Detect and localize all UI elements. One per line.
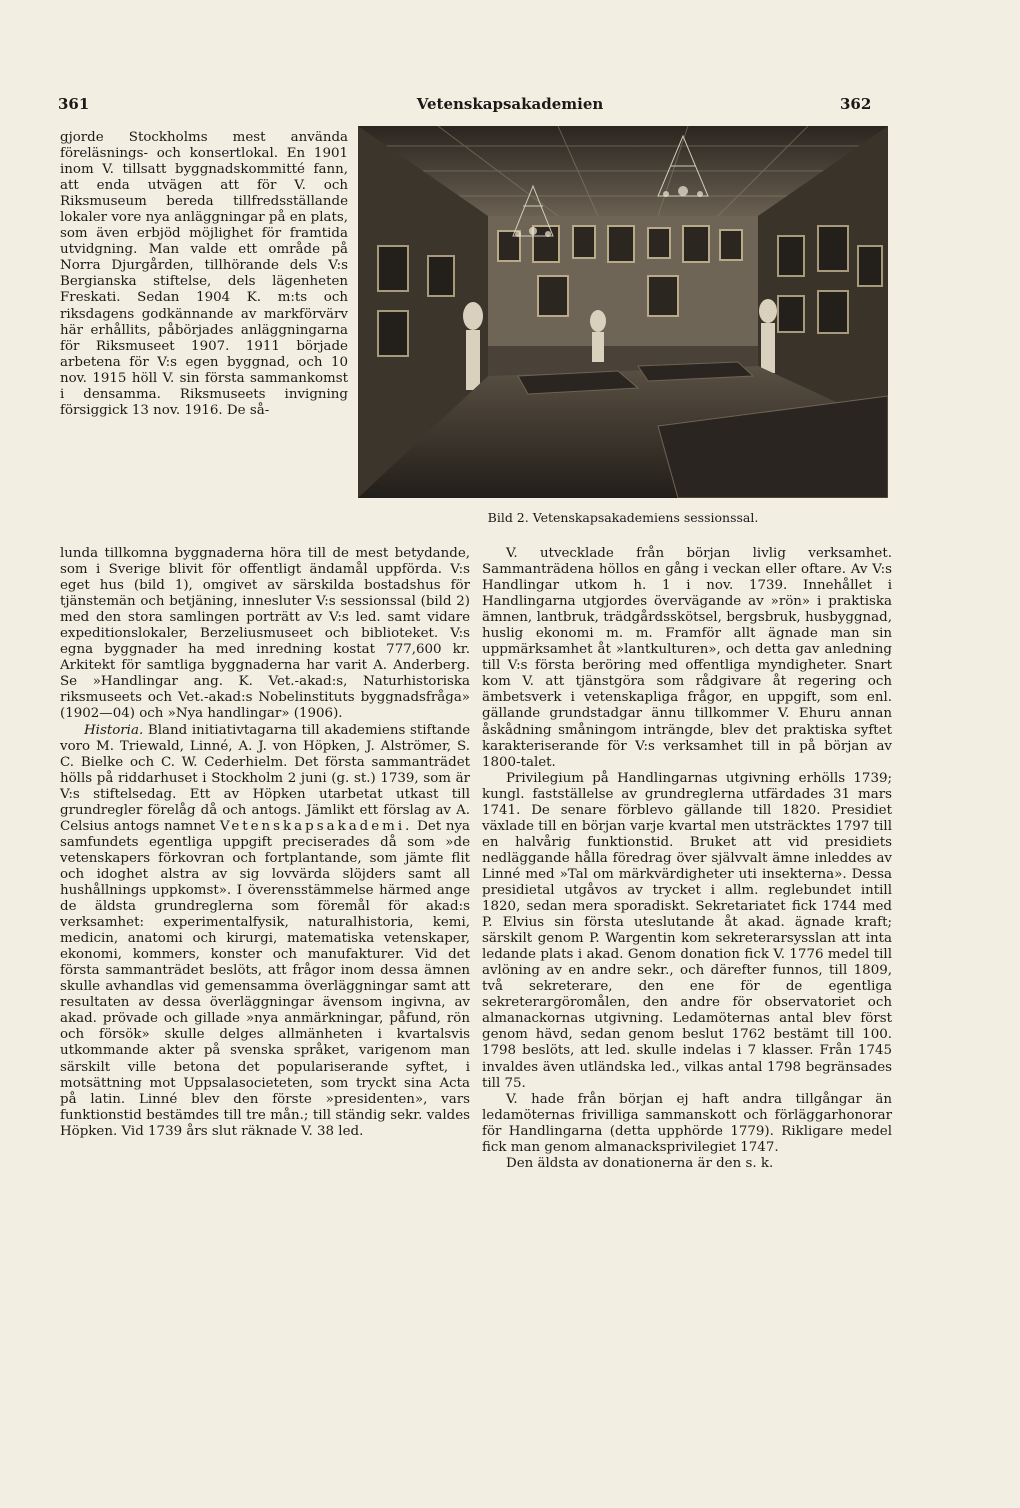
page-number-left: 361 xyxy=(58,95,90,113)
paragraph: gjorde Stockholms mest använda föreläsnings- och konsertlokal. En 1901 inom V. tillsatt byggnadskommitté fann, att enda utvägen att för V. och Riksmuseum bereda tillfredsställande lokaler vore nya anläggningar på en plats, som även erbjöd möjlighet för framtida utvidgning. Man valde ett område på Norra Djurgården, tillhörande dels V:s Bergianska stiftelse, dels lägenheten Freskati. Sedan 1904 K. m:ts och riksdagens godkännande av markförvärv här erhållits, påbörjades anläggningarna för Riksmuseet 1907. 1911 började arbetena för V:s egen byggnad, och 10 nov. 1915 höll V. sin första sammankomst i densamma. Riksmuseets invigning försiggick 13 nov. 1916. De så- xyxy=(60,130,348,418)
paragraph: V. hade från början ej haft andra tillgångar än ledamöternas frivilliga sammanskott och förläggarhonorar för Handlingarna (detta upphörde 1779). Rikligare medel fick man genom almanacksprivilegiet 1747. xyxy=(482,1091,892,1155)
figure-caption: Bild 2. Vetenskapsakademiens sessionssal. xyxy=(487,510,759,525)
text-column-right xyxy=(482,546,892,1172)
paragraph-historia xyxy=(60,723,470,1140)
session-hall-illustration xyxy=(358,126,888,498)
spaced-name: Vetenskapsakademi. xyxy=(219,818,413,834)
paragraph: Privilegium på Handlingarnas utgivning erhölls 1739; kungl. fastställelse av grundreglerna utfärdades 31 mars 1741. De senare förblevo gällande till 1820. Presidiet växlade till en början varje kvartal men utsträcktes 1797 till en halvårig funktionstid. Bruket att vid presidiets nedläggande hålla föredrag över självvalt ämne inleddes av Linné med »Tal om märkvärdigheter uti insekterna». Dessa presidietal utgåvos av trycket i allm. reglebundet intill 1820, sedan mera sporadiskt. Sekretariatet fick 1744 med P. Elvius sin första uteslutande åt akad. ägnade kraft; särskilt genom P. Wargentin kom sekreterarsysslan att inta ledande plats i akad. Genom donation fick V. 1776 medel till avlöning av en andre sekr., och därefter funnos, till 1809, två sekreterare, den ene för de egentliga sekreterargöromålen, den andre för observatoriet och almanackornas utgivning. Ledamöternas antal blev först genom hävd, sedan genom beslut 1762 bestämt till 100. 1798 beslöts, att led. skulle indelas i 7 klasser. Från 1745 invaldes även utländska led., vilkas antal 1798 begränsades till 75. xyxy=(482,770,892,1091)
section-label: Historia. xyxy=(84,722,144,738)
paragraph: V. utvecklade från början livlig verksamhet. Sammanträdena höllos en gång i veckan eller oftare. Av V:s Handlingar utkom h. 1 i nov. 1739. Innehållet i Handlingarna utgjordes övervägande av »rön» i praktiska ämnen, lantbruk, trädgårdsskötsel, bergsbruk, husbyggnad, huslig ekonomi m. m. Framför allt ägnade man sin uppmärksamhet åt »lantkulturen», och detta gav anledning till V:s första beröring med offentliga myndigheter. Snart kom V. att tjänstgöra som rådgivare åt regering och ämbetsverk i vetenskapliga frågor, en uppgift, som enl. gällande grundstadgar ännu tillkommer V. Ehuru annan åskådning småningom inträngde, blev det praktiska syftet karakteriserande för V:s verksamhet till in på början av 1800-talet. xyxy=(482,546,892,770)
text-column-top-left xyxy=(60,130,348,419)
paragraph: lunda tillkomna byggnaderna höra till de mest betydande, som i Sverige blivit för offentligt ändamål uppförda. V:s eget hus (bild 1), omgivet av särskilda bostadshus för tjänstemän och betjäning, innesluter V:s sessionssal (bild 2) med den stora samlingen porträtt av V:s led. samt vidare expeditionslokaler, Berzeliusmuseet och biblioteket. V:s egna byggnader ha med inredning kostat 777,600 kr. Arkitekt för samtliga byggnaderna har varit A. Anderberg. Se »Handlingar ang. K. Vet.-akad:s, Naturhistoriska riksmuseets och Vet.-akad:s Nobelinstituts byggnadsfråga» (1902—04) och »Nya handlingar» (1906). xyxy=(60,546,470,722)
paragraph: Den äldsta av donationerna är den s. k. xyxy=(506,1155,774,1171)
page-number-right: 362 xyxy=(840,95,872,113)
photograph-session-hall xyxy=(358,126,888,498)
text-column-left xyxy=(60,546,470,1140)
running-title: Vetenskapsakademien xyxy=(416,95,604,113)
paragraph-text: Bland initiativtagarna till akademiens stiftande voro M. Triewald, Linné, A. J. von Höpken, J. Alströmer, S. C. Bielke och C. W. Cederhielm. Det första sammanträdet hölls på riddarhuset i Stockholm 2 juni (g. st.) 1739, som är V:s stiftelsedag. Ett av Höpken utarbetat utkast till grundregler förelåg då och antogs. Jämlikt ett förslag av A. Celsius antogs namnet xyxy=(60,722,470,834)
paragraph-text: Det nya samfundets egentliga uppgift preciserades då som »de vetenskapers förkovran och fortplantande, som jämte flit och idoghet alstra av sig lovvärda slöjders samt all hushållnings uppkomst». I överensstämmelse härmed ange de äldsta grundreglerna som föremål för akad:s verksamhet: experimentalfysik, naturalhistoria, kemi, medicin, anatomi och kirurgi, matematiska vetenskaper, ekonomi, kommers, konster och manufakturer. Vid det första sammanträdet beslöts, att frågor inom dessa ämnen skulle avhandlas vid gemensamma överläggningar samt att resultaten av dessa överläggningar ävensom ingivna, av akad. prövade och gillade »nya anmärkningar, påfund, rön och försök» skulle delges allmänheten i kvartalsvis utkommande akter på svenska språket, varigenom man särskilt ville betona det populariserande syftet, i motsättning mot Uppsalasocieteten, som tryckt sina Acta på latin. Linné blev den förste »presidenten», vars funktionstid bestämdes till tre mån.; till ständig sekr. valdes Höpken. Vid 1739 års slut räknade V. 38 led. xyxy=(60,818,470,1139)
